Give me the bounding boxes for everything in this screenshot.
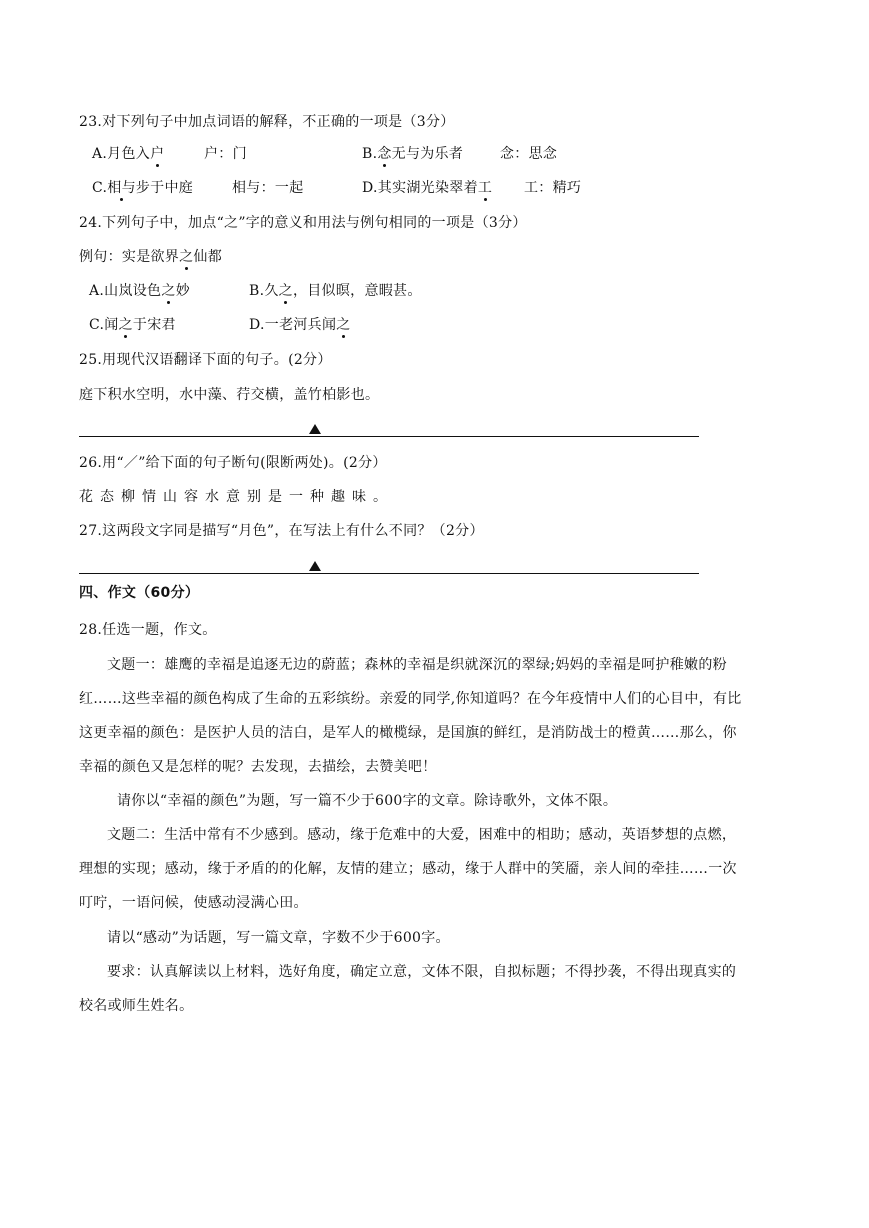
topic1-line-4: 幸福的颜色又是怎样的呢？去发现，去描绘，去赞美吧！: [79, 759, 437, 775]
option-a: A.月色入户: [92, 146, 165, 162]
topic2-line-1: 文题二：生活中常有不少感到。感动，缘于危难中的大爱，困难中的相助；感动，英语梦想的点燃，: [107, 827, 737, 843]
option-c: C.相与步于中庭: [92, 180, 194, 196]
option-d: D.一老河兵闻之: [249, 317, 351, 333]
option-b: B.念无与为乐者: [362, 146, 464, 162]
requirements-line-2: 校名或师生姓名。: [79, 998, 194, 1014]
option-c-explanation: 相与：一起: [232, 180, 304, 196]
topic2-line-2: 理想的实现；感动，缘于矛盾的的化解，友情的建立；感动，缘于人群中的笑靥，亲人间的牵挂……一次: [79, 861, 737, 877]
question-26-stem: 26.用“／”给下面的句子断句(限断两处)。(2分）: [79, 455, 387, 471]
question-24-example: 例句：实是欲界之仙都: [79, 249, 223, 265]
question-23-options-cd: [92, 178, 792, 198]
question-24-options-ab: [89, 281, 689, 301]
question-26-sentence: 花态柳情山容水意别是一种趣味。: [79, 489, 394, 505]
requirements-line-1: 要求：认真解读以上材料，选好角度，确定立意，文体不限，自拟标题；不得抄袭，不得出现真实的: [107, 964, 737, 980]
topic1-line-1: 文题一：雄鹰的幸福是追逐无边的蔚蓝；森林的幸福是织就深沉的翠绿;妈妈的幸福是呵护稚嫩的粉: [107, 657, 727, 673]
topic2-line-3: 叮咛，一语问候，使感动浸满心田。: [79, 895, 308, 911]
question-23-stem: 23.对下列句子中加点词语的解释，不正确的一项是（3分）: [79, 114, 455, 130]
section-heading: 四、作文（60分）: [79, 585, 200, 601]
option-c: C.闻之于宋君: [89, 317, 176, 333]
question-28-stem: 28.任选一题，作文。: [79, 622, 217, 638]
question-27-stem: 27.这两段文字同是描写“月色”，在写法上有什么不同？（2分）: [79, 523, 484, 539]
option-a-explanation: 户：门: [204, 146, 247, 162]
answer-marker-icon: [309, 561, 321, 571]
option-b: B.久之，目似暝，意暇甚。: [249, 283, 422, 299]
option-a: A.山岚设色之妙: [89, 283, 190, 299]
question-23-options-ab: [92, 144, 792, 164]
answer-line-25: [79, 436, 699, 437]
topic1-line-3: 这更幸福的颜色：是医护人员的洁白，是军人的橄榄绿，是国旗的鲜红，是消防战士的橙黄……那么，你: [79, 725, 737, 741]
topic2-requirement: 请以“感动”为话题，写一篇文章，字数不少于600字。: [107, 930, 450, 946]
question-25-sentence: 庭下积水空明，水中藻、荇交横，盖竹柏影也。: [79, 387, 380, 403]
topic1-requirement: 请你以“幸福的颜色”为题，写一篇不少于600字的文章。除诗歌外，文体不限。: [117, 793, 618, 809]
option-d-explanation: 工：精巧: [524, 180, 582, 196]
answer-line-27: [79, 573, 699, 574]
topic1-line-2: 红……这些幸福的颜色构成了生命的五彩缤纷。亲爱的同学,你知道吗？在今年疫情中人们的心目中，有比: [79, 691, 742, 707]
question-24-options-cd: [89, 315, 689, 335]
answer-marker-icon: [309, 424, 321, 434]
option-b-explanation: 念：思念: [500, 146, 558, 162]
option-d: D.其实湖光染翠着工: [362, 180, 493, 196]
question-25-stem: 25.用现代汉语翻译下面的句子。(2分）: [79, 352, 332, 368]
question-24-stem: 24.下列句子中，加点“之”字的意义和用法与例句相同的一项是（3分）: [79, 215, 527, 231]
